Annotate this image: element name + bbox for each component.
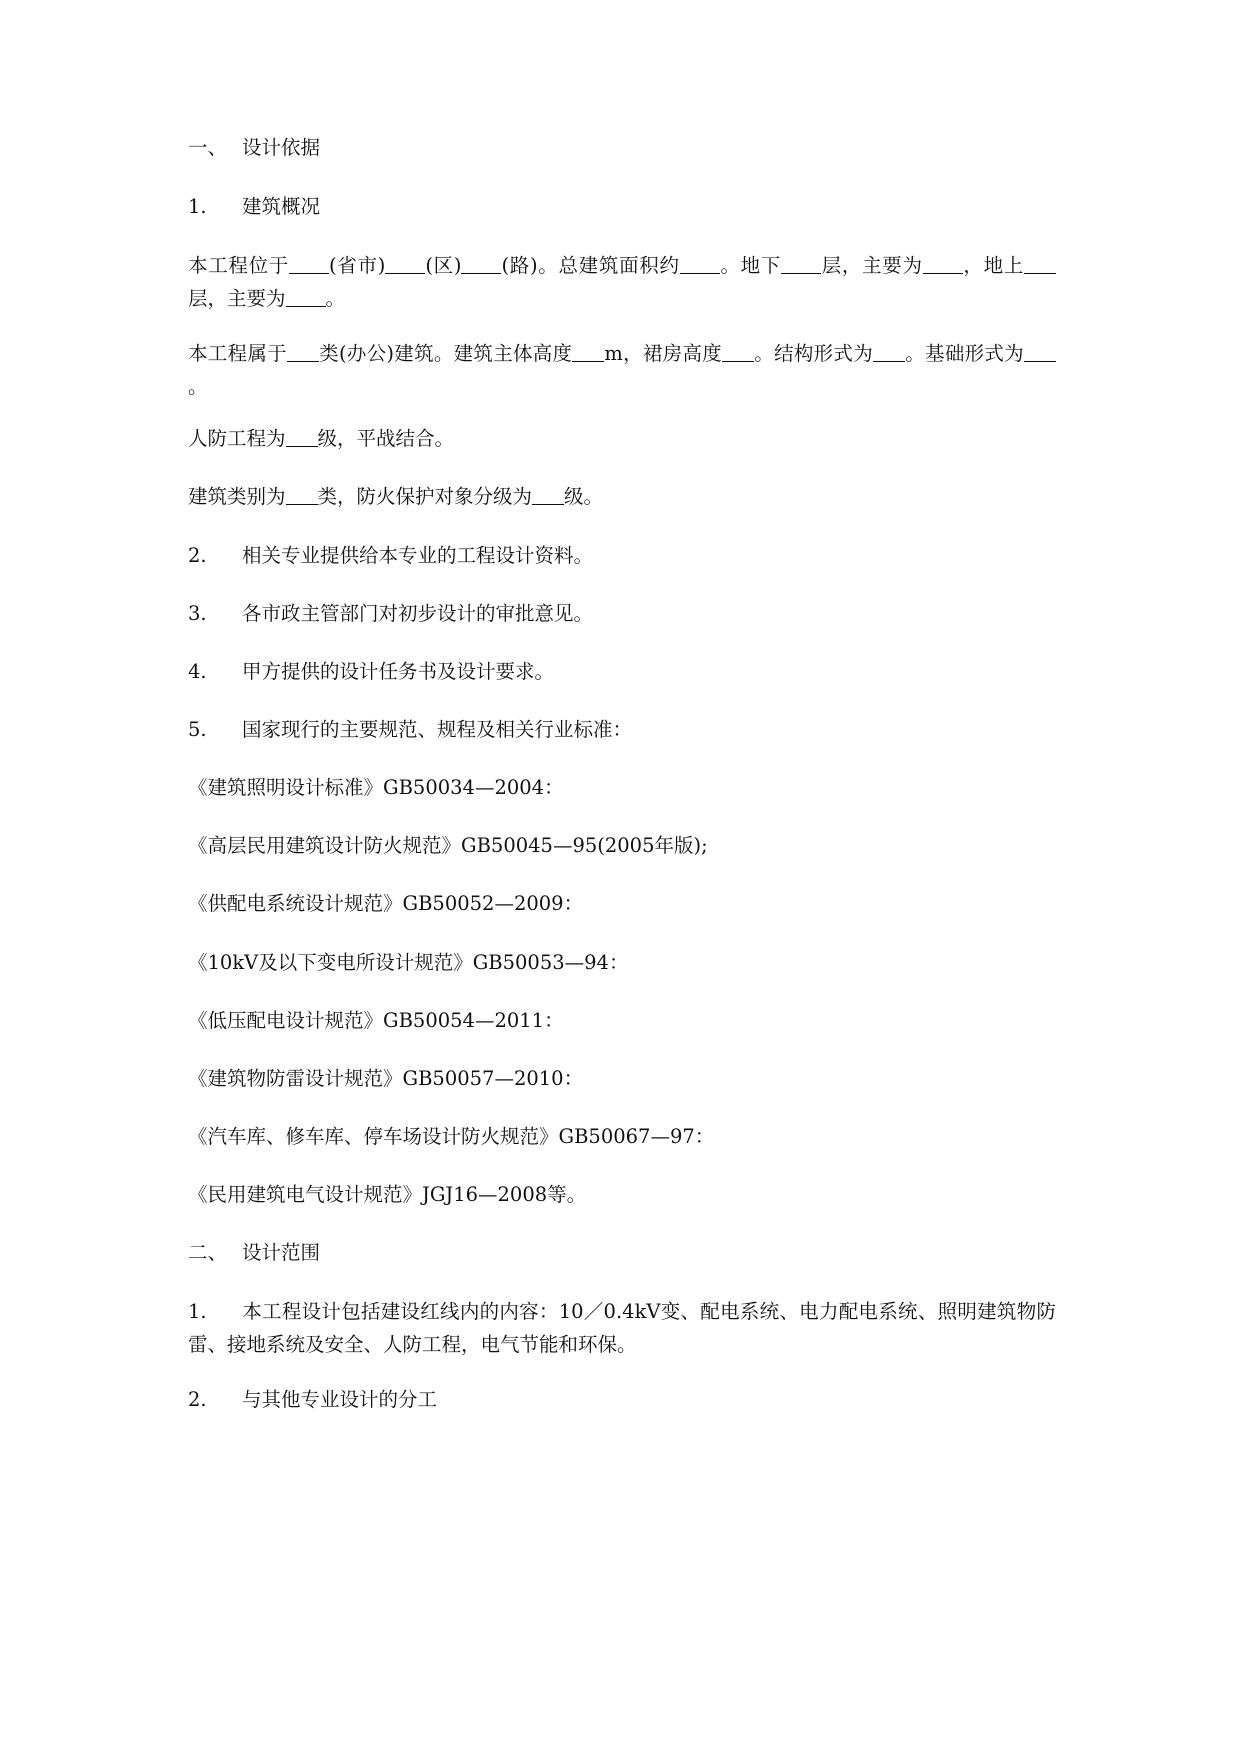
overview-paragraph-2: 本工程属于 类(办公)建筑。建筑主体高度 m，裙房高度 。结构形式为 。基础形式为。 (188, 337, 1056, 403)
item-title: 建筑概况 (242, 195, 321, 218)
fill-blank (572, 341, 604, 362)
fill-blank (1024, 341, 1056, 362)
item-number: 3. (188, 602, 207, 625)
standard-reference: 《建筑物防雷设计规范》GB50057—2010： (188, 1067, 584, 1090)
overview-paragraph-3: 人防工程为 级，平战结合。 (188, 427, 455, 450)
subheading-building-overview (188, 190, 320, 223)
fill-blank (873, 341, 905, 362)
item-text: 各市政主管部门对初步设计的审批意见。 (242, 602, 594, 625)
section-heading-1 (188, 131, 320, 164)
item-number: 4. (188, 660, 207, 683)
fill-blank (680, 253, 720, 274)
fill-blank (532, 484, 564, 505)
fill-blank (289, 253, 329, 274)
fill-blank (286, 484, 318, 505)
list-item (188, 539, 593, 572)
item-number: 5. (188, 718, 207, 741)
standard-reference: 《建筑照明设计标准》GB50034—2004： (188, 776, 564, 799)
standard-reference: 《高层民用建筑设计防火规范》GB50045—95(2005年版); (188, 834, 708, 857)
fill-blank (287, 341, 319, 362)
fill-blank (286, 426, 318, 447)
standard-reference: 《低压配电设计规范》GB50054—2011： (188, 1009, 564, 1032)
fill-blank (923, 253, 963, 274)
list-item (188, 597, 593, 630)
item-text: 国家现行的主要规范、规程及相关行业标准： (242, 718, 633, 741)
scope-item (188, 1383, 437, 1416)
item-text: 本工程设计包括建设红线内的内容：10／0.4kV变、配电系统、电力配电系统、照明建筑物防雷、接地系统及安全、人防工程，电气节能和环保。 (188, 1300, 1056, 1356)
fill-blank (286, 286, 326, 307)
section-title: 设计范围 (242, 1241, 321, 1264)
item-number: 1. (188, 1300, 207, 1323)
section-title: 设计依据 (242, 136, 321, 159)
fill-blank (385, 253, 425, 274)
section-heading-2 (188, 1236, 320, 1269)
list-item (188, 655, 554, 688)
scope-item (188, 1295, 1056, 1361)
overview-paragraph-4: 建筑类别为 类，防火保护对象分级为 级。 (188, 485, 604, 508)
fill-blank (461, 253, 501, 274)
standard-reference: 《供配电系统设计规范》GB50052—2009： (188, 892, 584, 915)
standard-reference: 《汽车库、修车库、停车场设计防火规范》GB50067—97： (188, 1125, 715, 1148)
fill-blank (781, 253, 821, 274)
standard-reference: 《10kV及以下变电所设计规范》GB50053—94： (188, 951, 629, 974)
standard-reference: 《民用建筑电气设计规范》JGJ16—2008等。 (188, 1183, 587, 1206)
item-text: 相关专业提供给本专业的工程设计资料。 (242, 544, 594, 567)
fill-blank (1024, 253, 1056, 274)
fill-blank (722, 341, 754, 362)
overview-paragraph-1: 本工程位于 (省市) (区) (路)。总建筑面积约 。地下 层，主要为 ，地上层，主要为 。 (188, 249, 1056, 315)
section-number: 二、 (188, 1241, 228, 1264)
list-item (188, 713, 632, 746)
item-text: 与其他专业设计的分工 (242, 1388, 438, 1411)
item-text: 甲方提供的设计任务书及设计要求。 (242, 660, 555, 683)
section-number: 一、 (188, 136, 228, 159)
item-number: 2. (188, 1388, 207, 1411)
item-number: 1. (188, 195, 207, 218)
item-number: 2. (188, 544, 207, 567)
